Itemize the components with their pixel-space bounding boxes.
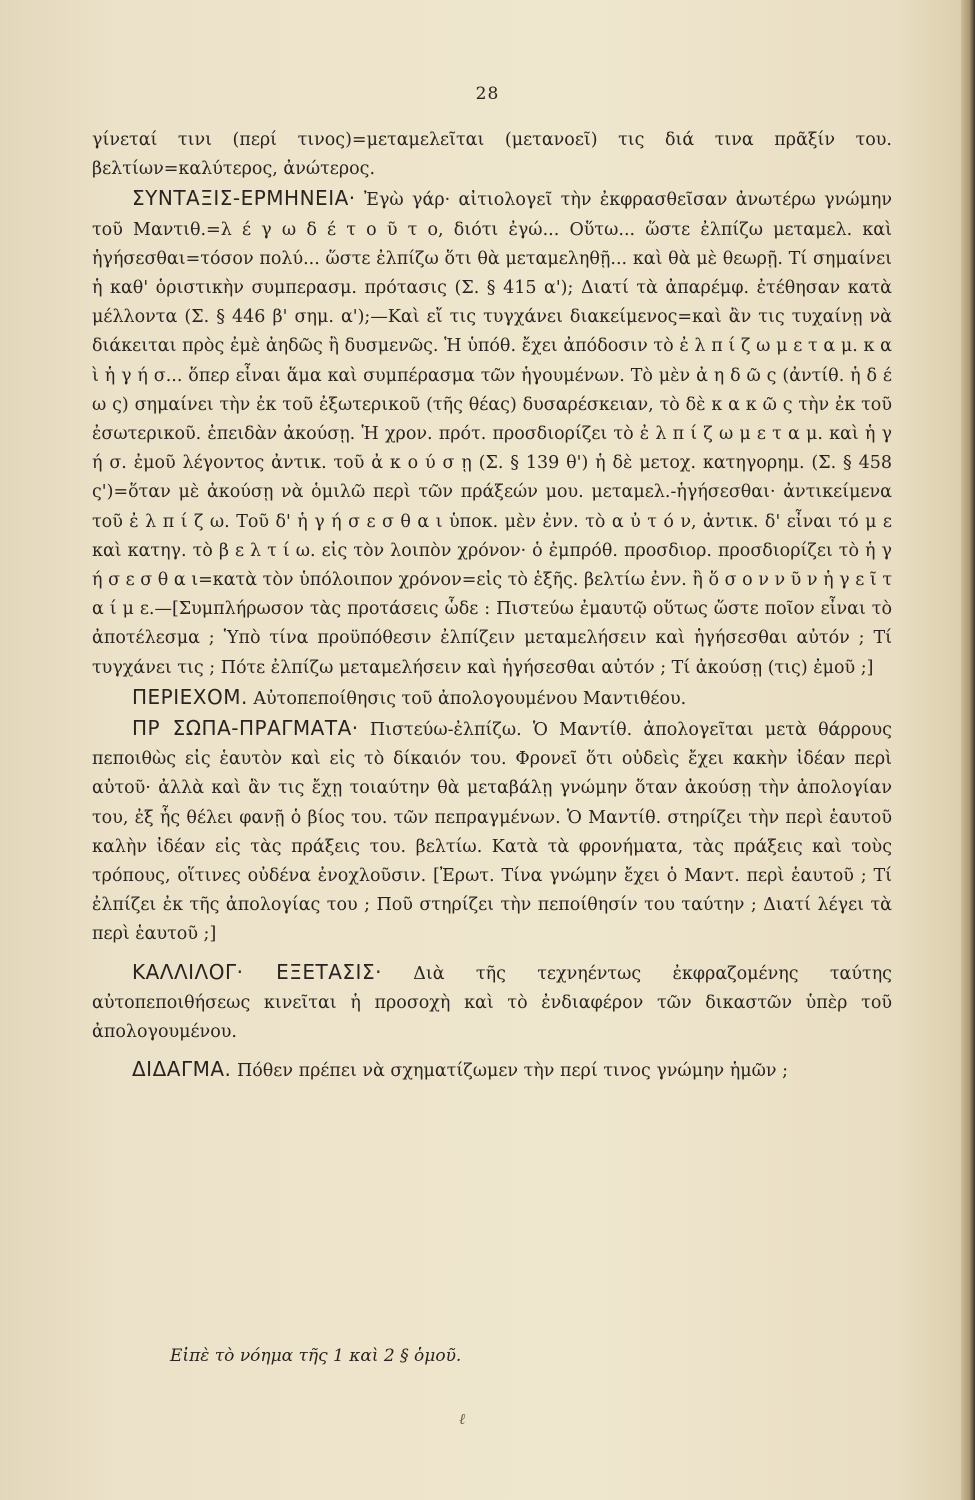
section-text-syntaxis: Ἐγὼ γάρ· αἰτιολογεῖ τὴν ἐκφρασθεῖσαν ἀνωτέρω γνώμην τοῦ Μαντιθ.=λ έ γ ω δ έ τ ο ῦ τ ο, διότι ἐγώ... Οὕτω... ὥστε ἐλπίζω μεταμελ. καὶ ἡγήσεσθαι=τόσον πολύ... ὥστε ἐλπίζω ὅτι θὰ μεταμεληθῇ... καὶ θὰ μὲ θεωρῇ. Τί σημαίνει ἡ καθ' ὁριστικὴν συμπερασμ. πρότασις (Σ. § 415 α'); Διατί τὰ ἀπαρέμφ. ἐτέθησαν κατὰ μέλλοντα (Σ. § 446 β' σημ. α');—Καὶ εἴ τις τυγχάνει διακείμενος=καὶ ἂν τις τυχαίνῃ νὰ διάκειται πρὸς ἐμὲ ἀηδῶς ἢ δυσμενῶς. Ἡ ὑπόθ. ἔχει ἀπόδοσιν τὸ ἐ λ π ί ζ ω μ ε τ α μ. κ α ὶ ἡ γ ή σ... ὅπερ εἶναι ἅμα καὶ συμπέρασμα τῶν ἡγουμένων. Τὸ μὲν ἀ η δ ῶ ς (ἀντίθ. ἡ δ έ ω ς) σημαίνει τὴν ἐκ τοῦ ἐξωτερικοῦ (τῆς θέας) δυσαρέσκειαν, τὸ δὲ κ α κ ῶ ς τὴν ἐκ τοῦ ἐσωτερικοῦ. ἐπειδὰν ἀκούσῃ. Ἡ χρον. πρότ. προσδιορίζει τὸ ἐ λ π ί ζ ω μ ε τ α μ. καὶ ἡ γ ή σ. ἐμοῦ λέγοντος ἀντικ. τοῦ ἀ κ ο ύ σ ῃ (Σ. § 139 θ') ἡ δὲ μετοχ. κατηγορημ. (Σ. § 458 ς')=ὅταν μὲ ἀκούσῃ νὰ ὁμιλῶ περὶ τῶν πράξεών μου. μεταμελ.-ἡγήσεσθαι· ἀντικείμενα τοῦ ἐ λ π ί ζ ω. Τοῦ δ' ἡ γ ή σ ε σ θ α ι ὑποκ. μὲν ἐνν. τὸ α ὐ τ ό ν, ἀντικ. δ' εἶναι τό μ ε καὶ κατηγ. τὸ β ε λ τ ί ω. εἰς τὸν λοιπὸν χρόνον· ὁ ἐμπρόθ. προσδιορ. προσδιορίζει τὸ ἡ γ ή σ ε σ θ α ι=κατὰ τὸν ὑπόλοιπον χρόνον=εἰς τὸ ἑξῆς. βελτίω ἐνν. ἢ ὅ σ ο ν ν ῦ ν ἡ γ ε ῖ τ α ί μ ε.—[Συμπλήρωσον τὰς προτάσεις ὧδε : Πιστεύω ἐμαυτῷ οὕτως ὥστε ποῖον εἶναι τὸ ἀποτέλεσμα ; Ὑπὸ τίνα προϋπόθεσιν ἐλπίζειν μεταμελήσειν καὶ ἡγήσεσθαι αὐτόν ; Τί τυγχάνει τις ; Πότε ἐλπίζω μεταμελήσειν καὶ ἡγήσεσθαι αὐτόν ; Τί ἀκούσῃ (τις) ἐμοῦ ;]	[92, 190, 892, 678]
page-edge-shadow	[961, 0, 975, 1500]
footer-note: Εἰπὲ τὸ νόημα τῆς 1 καὶ 2 § ὁμοῦ.	[170, 1346, 462, 1366]
section-didagma	[92, 1055, 892, 1086]
section-text-periexomeno: Αὐτοπεποίθησις τοῦ ἀπολογουμένου Μαντιθέου.	[253, 688, 687, 709]
section-heading-periexomeno: ΠΕΡΙΕΧΟΜ.	[132, 684, 248, 709]
intro-paragraph: γίνεταί τινι (περί τινος)=μεταμελεῖται (μετανοεῖ) τις διά τινα πρᾶξίν του. βελτίων=καλύτερος, ἀνώτερος.	[92, 130, 892, 180]
section-text-didagma: Πόθεν πρέπει νὰ σχηματίζωμεν τὴν περί τινος γνώμην ἡμῶν ;	[236, 1061, 788, 1082]
section-heading-syntaxis: ΣΥΝΤΑΞΙΣ-ΕΡΜΗΝΕΙΑ·	[132, 186, 356, 211]
section-text-kallilog: Διὰ τῆς τεχνηέντως ἐκφραζομένης ταύτης αὐτοπεποιθήσεως κινεῖται ἡ προσοχὴ καὶ τὸ ἐνδιαφέρον τῶν δικαστῶν ὑπὲρ τοῦ ἀπολογουμένου.	[92, 963, 892, 1043]
section-kallilog	[92, 958, 892, 1048]
page-body	[92, 126, 892, 1087]
section-heading-kallilog: ΚΑΛΛΙΛΟΓ· ΕΞΕΤΑΣΙΣ·	[132, 959, 382, 984]
section-prosopa	[92, 714, 892, 950]
section-periexomeno	[92, 683, 892, 714]
section-text-prosopa: Πιστεύω-ἐλπίζω. Ὁ Μαντίθ. ἀπολογεῖται μετὰ θάρρους πεποιθὼς εἰς ἑαυτὸν καὶ εἰς τὸ δίκαιόν του. Φρονεῖ ὅτι οὐδεὶς ἔχει κακὴν ἰδέαν περὶ αὐτοῦ· ἀλλὰ καὶ ἂν τις ἔχῃ τοιαύτην θὰ μεταβάλῃ γνώμην ὅταν ἀκούσῃ τὴν ἀπολογίαν του, ἐξ ἧς θέλει φανῇ ὁ βίος του. τῶν πεπραγμένων. Ὁ Μαντίθ. στηρίζει τὴν περὶ ἑαυτοῦ καλὴν ἰδέαν εἰς τὰς πράξεις του. βελτίω. Κατὰ τὰ φρονήματα, τὰς πράξεις καὶ τοὺς τρόπους, οἵτινες οὐδένα ἐνοχλοῦσιν. [Ἐρωτ. Τίνα γνώμην ἔχει ὁ Μαντ. περὶ ἑαυτοῦ ; Τί ἐλπίζει ἐκ τῆς ἀπολογίας του ; Ποῦ στηρίζει τὴν πεποίθησίν του ταύτην ; Διατί λέγει τὰ περὶ ἑαυτοῦ ;]	[92, 720, 892, 945]
section-syntaxis	[92, 184, 892, 682]
stray-mark: ℓ	[459, 1410, 466, 1428]
section-heading-didagma: ΔΙΔΑΓΜΑ.	[132, 1057, 232, 1082]
section-heading-prosopa: ΠΡ ΣΩΠΑ-ΠΡΑΓΜΑΤΑ·	[132, 716, 359, 741]
page-number: 28	[475, 84, 500, 104]
